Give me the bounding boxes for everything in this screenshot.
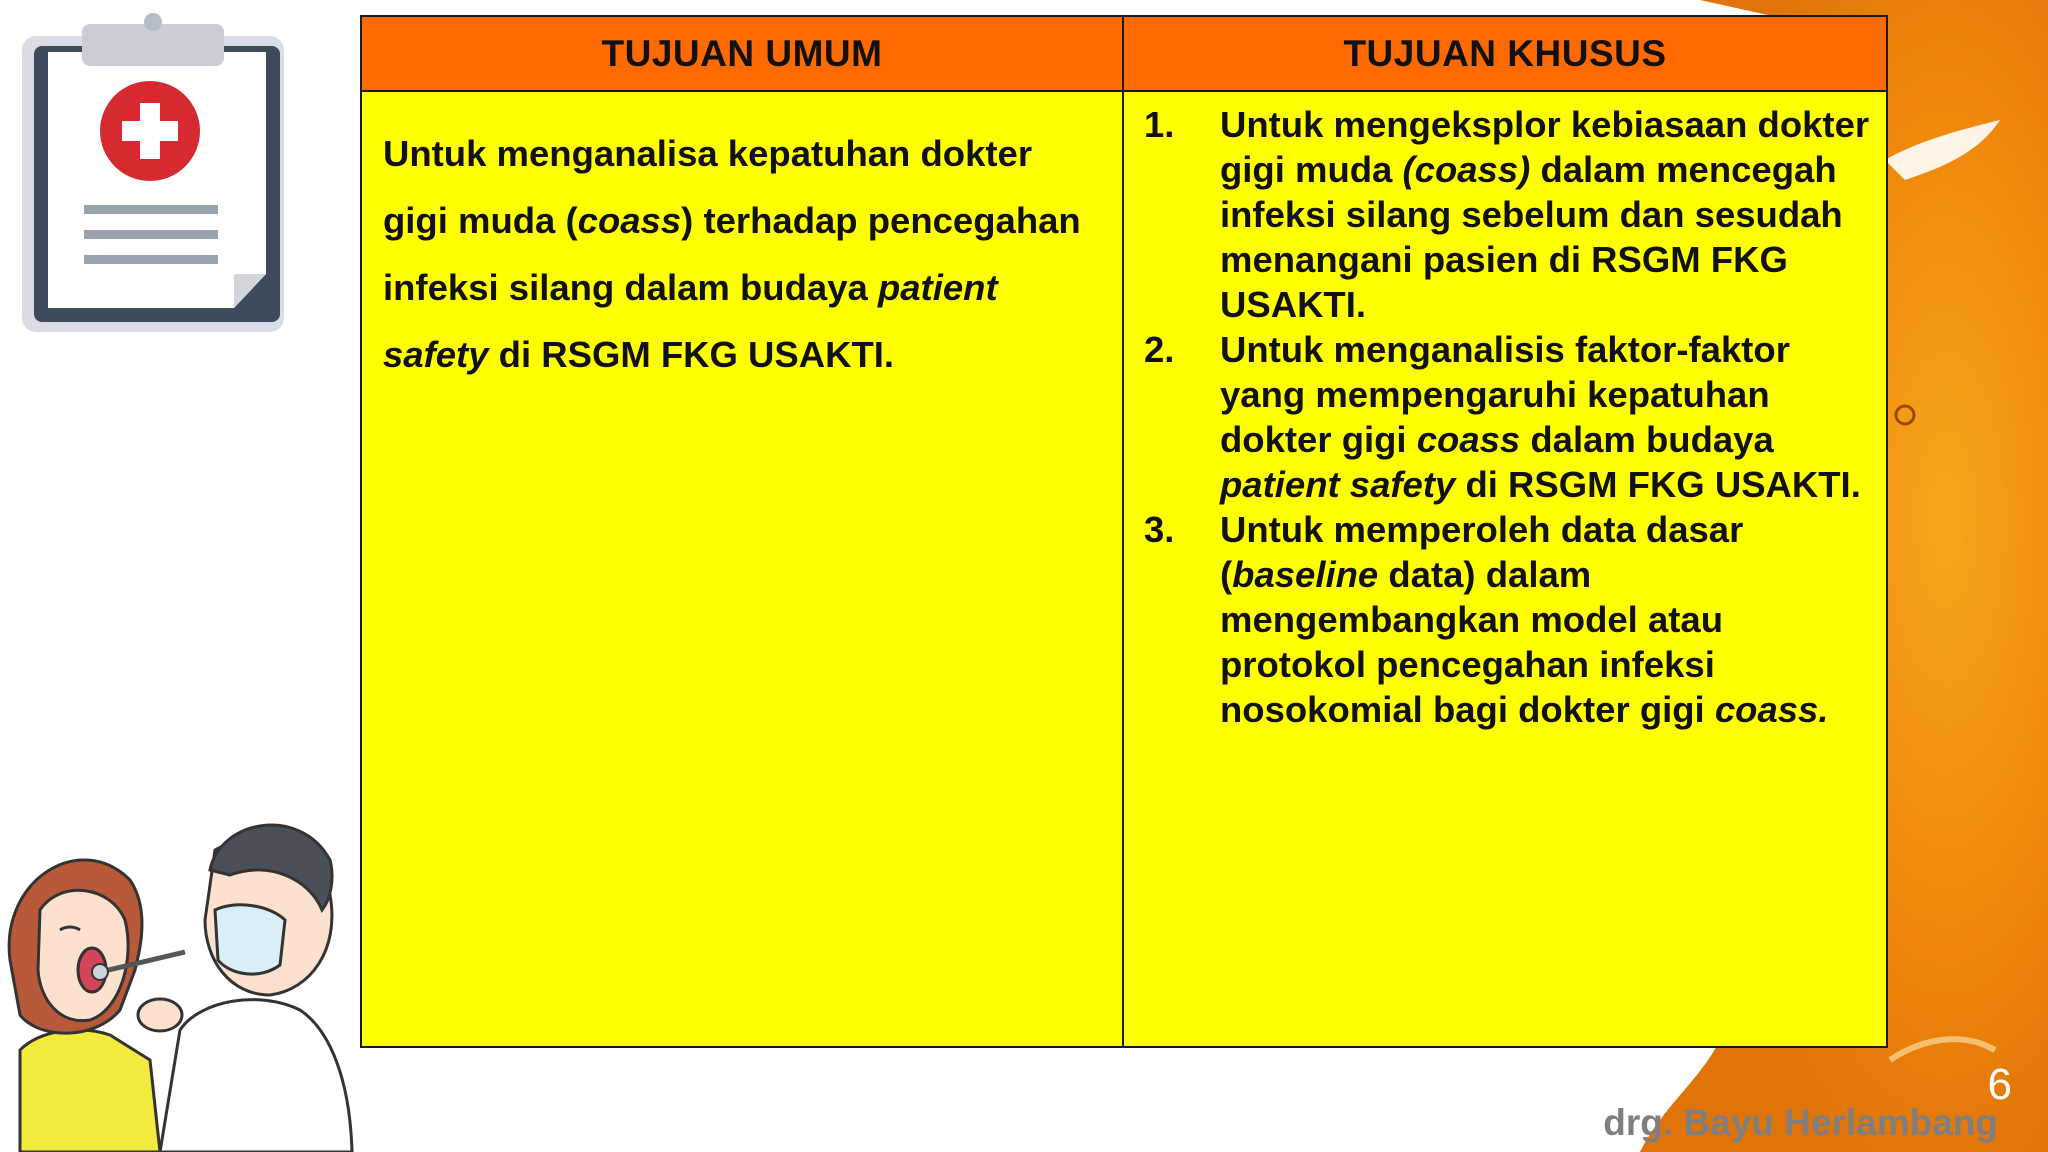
- italic-term: baseline: [1232, 554, 1379, 595]
- list-item: [1144, 102, 1874, 327]
- medical-clipboard-icon: [14, 12, 284, 332]
- list-item-text: [1220, 507, 1874, 732]
- italic-term: patient safety: [383, 267, 998, 375]
- italic-term: (coass): [1402, 149, 1531, 190]
- italic-term: patient safety: [1220, 464, 1456, 505]
- text-segment: Untuk menganalisis faktor-faktor yang mempengaruhi kepatuhan dokter gigi: [1220, 329, 1790, 460]
- author-name: drg. Bayu Herlambang: [1603, 1102, 1998, 1143]
- header-tujuan-khusus: TUJUAN KHUSUS: [1123, 16, 1887, 91]
- list-item-number: 1.: [1144, 104, 1175, 145]
- table-header-row: [361, 16, 1887, 91]
- page-number: 6: [1987, 1060, 2012, 1109]
- text-segment: Untuk menganalisa kepatuhan dokter gigi muda (: [383, 133, 1033, 241]
- italic-term: coass.: [1714, 689, 1829, 730]
- table-row: [361, 91, 1887, 1047]
- text-segment: dalam budaya: [1520, 419, 1774, 460]
- list-item-text: [1220, 327, 1874, 507]
- list-item-number: 2.: [1144, 329, 1175, 370]
- dentist-patient-illustration: [0, 800, 360, 1152]
- specific-objectives-list: [1144, 102, 1874, 732]
- general-objective-cell: [361, 91, 1123, 1047]
- list-item: [1144, 327, 1874, 507]
- text-segment: Untuk memperoleh data dasar (: [1220, 509, 1744, 595]
- list-item-text: [1220, 102, 1874, 327]
- text-segment: di RSGM FKG USAKTI.: [488, 334, 895, 375]
- text-segment: Untuk mengeksplor kebiasaan dokter gigi muda: [1220, 104, 1870, 190]
- text-segment: dalam mencegah infeksi silang sebelum dan sesudah menangani pasien di RSGM FKG USAKTI.: [1220, 149, 1843, 325]
- list-item-number: 3.: [1144, 509, 1175, 550]
- general-objective-text: [383, 120, 1104, 388]
- italic-term: coass: [577, 200, 682, 241]
- text-segment: data) dalam mengembangkan model atau protokol pencegahan infeksi nosokomial bagi dokter gigi: [1220, 554, 1723, 730]
- italic-term: coass: [1416, 419, 1521, 460]
- objectives-table: [360, 15, 1888, 1048]
- text-segment: ) terhadap pencegahan infeksi silang dalam budaya: [383, 200, 1081, 308]
- text-segment: di RSGM FKG USAKTI.: [1455, 464, 1861, 505]
- specific-objectives-cell: [1123, 91, 1887, 1047]
- list-item: [1144, 507, 1874, 732]
- header-tujuan-umum: TUJUAN UMUM: [361, 16, 1123, 91]
